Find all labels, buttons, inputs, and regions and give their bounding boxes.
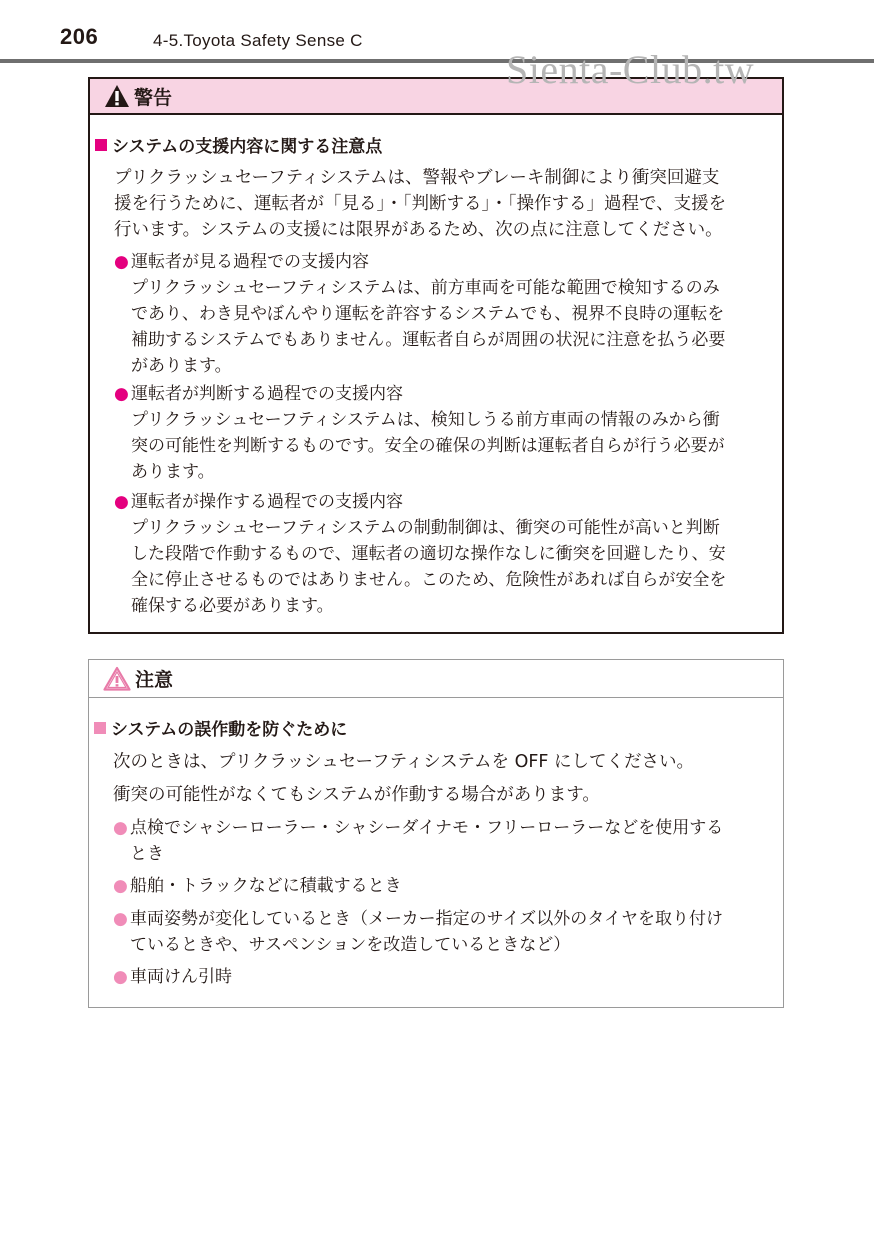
- bullet-line: ているときや、サスペンションを改造しているときなど）: [130, 935, 571, 955]
- bullet-title: 運転者が判断する過程での支援内容: [131, 384, 403, 404]
- caution-intro-1: [113, 749, 773, 775]
- bullet-line: があります。: [131, 356, 232, 376]
- bullet-line: 点検でシャシーローラー・シャシーダイナモ・フリーローラーなどを使用する: [130, 818, 724, 838]
- bullet-line: 車両姿勢が変化しているとき（メーカー指定のサイズ以外のタイヤを取り付け: [130, 909, 723, 929]
- bullet-line: プリクラッシュセーフティシステムの制動制御は、衝突の可能性が高いと判断: [131, 518, 720, 538]
- bullet-dot-icon: ●: [113, 909, 128, 929]
- caution-bullet: [113, 815, 777, 867]
- warning-box: [88, 77, 784, 634]
- intro-line: 行います。システムの支援には限界があるため、次の点に注意してください。: [114, 220, 723, 240]
- intro-line: 衝突の可能性がなくてもシステムが作動する場合があります。: [113, 785, 600, 805]
- section-title: 4-5.Toyota Safety Sense C: [153, 31, 363, 50]
- bullet-dot-icon: ●: [113, 818, 128, 838]
- bullet-dot-icon: ●: [113, 876, 128, 896]
- caution-bullet: [113, 964, 777, 990]
- page-number: 206: [60, 24, 99, 49]
- caution-bullet: [113, 873, 777, 899]
- warning-subheading: [95, 132, 382, 157]
- warning-intro: [114, 165, 774, 243]
- intro-line: 次のときは、プリクラッシュセーフティシステムを OFF にしてください。: [113, 752, 695, 772]
- bullet-line: 補助するシステムでもありません。運転者自らが周囲の状況に注意を払う必要: [131, 330, 726, 350]
- intro-line: プリクラッシュセーフティシステムは、警報やブレーキ制御により衝突回避支: [114, 168, 720, 188]
- warning-bullet: [114, 489, 778, 619]
- bullet-dot-icon: ●: [114, 492, 129, 512]
- intro-line: 援を行うために、運転者が「見る」・「判断する」・「操作する」過程で、支援を: [114, 194, 727, 214]
- warning-subheading-text: システムの支援内容に関する注意点: [112, 137, 383, 157]
- bullet-line: 船舶・トラックなどに積載するとき: [130, 876, 402, 896]
- warning-bullet: [114, 381, 778, 485]
- bullet-line: 車両けん引時: [130, 967, 232, 987]
- bullet-line: プリクラッシュセーフティシステムは、前方車両を可能な範囲で検知するのみ: [131, 278, 720, 298]
- bullet-line: プリクラッシュセーフティシステムは、検知しうる前方車両の情報のみから衝: [131, 410, 720, 430]
- warning-bullet: [114, 249, 778, 379]
- bullet-line: とき: [130, 844, 164, 864]
- caution-bullet: [113, 906, 777, 958]
- bullet-dot-icon: ●: [114, 252, 129, 272]
- caution-title: 注意: [135, 669, 174, 691]
- watermark: Sienta-Club.tw: [506, 47, 755, 92]
- caution-subheading-text: システムの誤作動を防ぐために: [111, 720, 348, 740]
- bullet-line: 突の可能性を判断するものです。安全の確保の判断は運転者自らが行う必要が: [131, 436, 725, 456]
- bullet-line: あります。: [131, 462, 215, 482]
- caution-triangle-icon: [103, 666, 131, 691]
- caution-intro-2: [113, 782, 773, 808]
- bullet-line: 全に停止させるものではありません。このため、危険性があれば自らが安全を: [131, 570, 727, 590]
- bullet-dot-icon: ●: [113, 967, 128, 987]
- bullet-title: 運転者が操作する過程での支援内容: [131, 492, 403, 512]
- warning-triangle-icon: [104, 84, 130, 108]
- caution-header: [89, 660, 783, 698]
- bullet-line: であり、わき見やぼんやり運転を許容するシステムでも、視界不良時の運転を: [131, 304, 725, 324]
- warning-title: 警告: [134, 86, 173, 109]
- bullet-title: 運転者が見る過程での支援内容: [131, 252, 369, 272]
- caution-subheading: [94, 715, 347, 740]
- bullet-line: 確保する必要があります。: [131, 596, 334, 616]
- bullet-line: した段階で作動するもので、運転者の適切な操作なしに衝突を回避したり、安: [131, 544, 726, 564]
- square-bullet-icon: [94, 722, 106, 734]
- square-bullet-icon: [95, 139, 107, 151]
- bullet-dot-icon: ●: [114, 384, 129, 404]
- caution-box: [88, 659, 784, 1008]
